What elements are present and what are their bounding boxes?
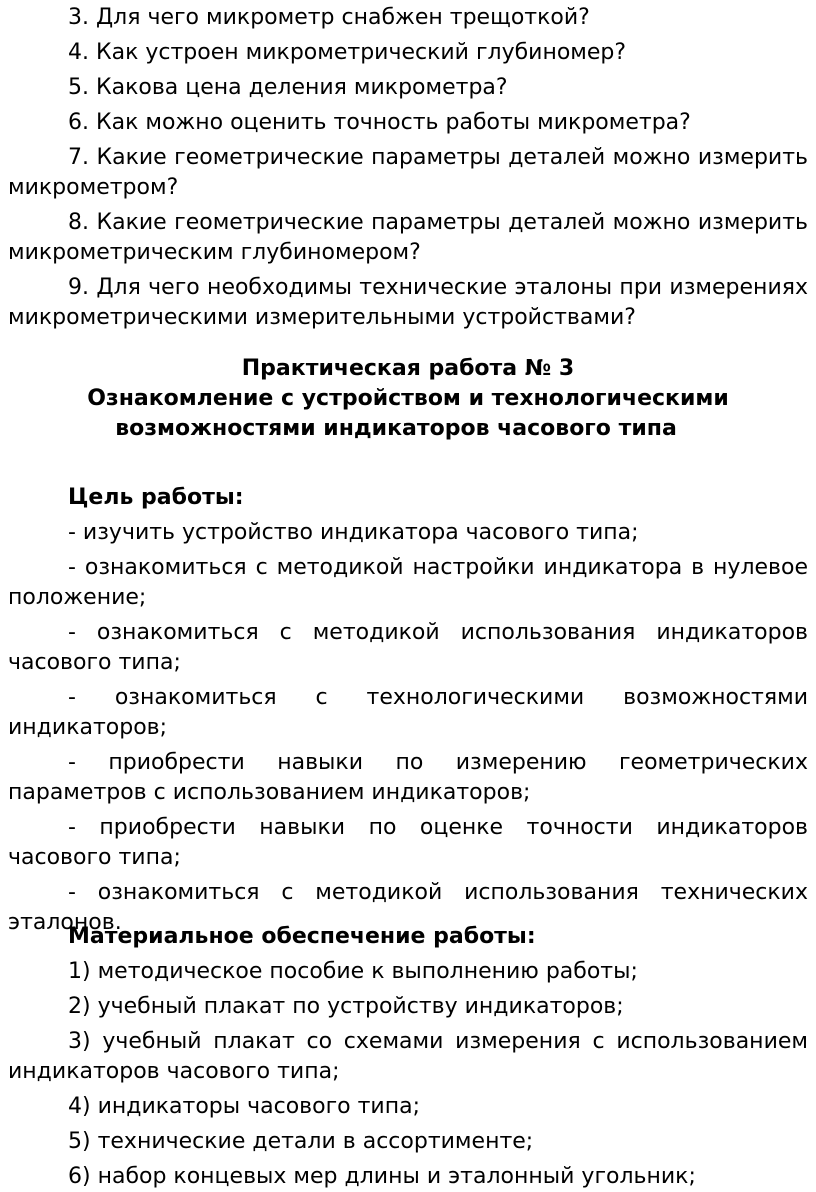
goal-item: - приобрести навыки по оценке точности индикаторов часового типа; bbox=[8, 815, 808, 870]
goal-section bbox=[8, 483, 808, 938]
question-item: 4. Как устроен микрометрический глубиномер? bbox=[68, 40, 627, 65]
work-heading-block bbox=[8, 354, 808, 444]
materials-section bbox=[8, 922, 808, 1192]
material-item: 4) индикаторы часового типа; bbox=[68, 1094, 420, 1119]
goal-item: - ознакомиться с технологическими возможностями индикаторов; bbox=[8, 685, 808, 740]
question-item: 8. Какие геометрические параметры деталей можно измерить микрометрическим глубиномером? bbox=[8, 210, 808, 265]
goal-item: - изучить устройство индикатора часового типа; bbox=[68, 520, 639, 545]
material-item: 2) учебный плакат по устройству индикаторов; bbox=[68, 994, 624, 1019]
material-item: 6) набор концевых мер длины и эталонный угольник; bbox=[68, 1164, 696, 1189]
material-item: 1) методическое пособие к выполнению работы; bbox=[68, 959, 638, 984]
question-item: 5. Какова цена деления микрометра? bbox=[68, 75, 508, 100]
material-item: 3) учебный плакат со схемами измерения с использованием индикаторов часового типа; bbox=[8, 1029, 808, 1084]
goal-item: - ознакомиться с методикой использования индикаторов часового типа; bbox=[8, 620, 808, 675]
goal-heading: Цель работы: bbox=[68, 485, 244, 510]
work-title: Практическая работа № 3 bbox=[241, 356, 575, 381]
work-subtitle-line1: Ознакомление с устройством и технологическими bbox=[87, 386, 729, 411]
question-item: 6. Как можно оценить точность работы микрометра? bbox=[68, 110, 691, 135]
work-subtitle-line2: возможностями индикаторов часового типа bbox=[115, 416, 677, 441]
goal-item: - ознакомиться с методикой использования технических эталонов. bbox=[8, 880, 808, 935]
goal-item: - приобрести навыки по измерению геометрических параметров с использованием индикаторов; bbox=[8, 750, 808, 805]
materials-heading: Материальное обеспечение работы: bbox=[68, 924, 536, 949]
question-list bbox=[8, 3, 808, 333]
question-item: 7. Какие геометрические параметры деталей можно измерить микрометром? bbox=[8, 145, 808, 200]
goal-item: - ознакомиться с методикой настройки индикатора в нулевое положение; bbox=[8, 555, 808, 610]
question-item: 9. Для чего необходимы технические эталоны при измерениях микрометрическими измерительными устройствами? bbox=[8, 275, 808, 330]
question-item: 3. Для чего микрометр снабжен трещоткой? bbox=[68, 5, 590, 30]
material-item: 5) технические детали в ассортименте; bbox=[68, 1129, 534, 1154]
